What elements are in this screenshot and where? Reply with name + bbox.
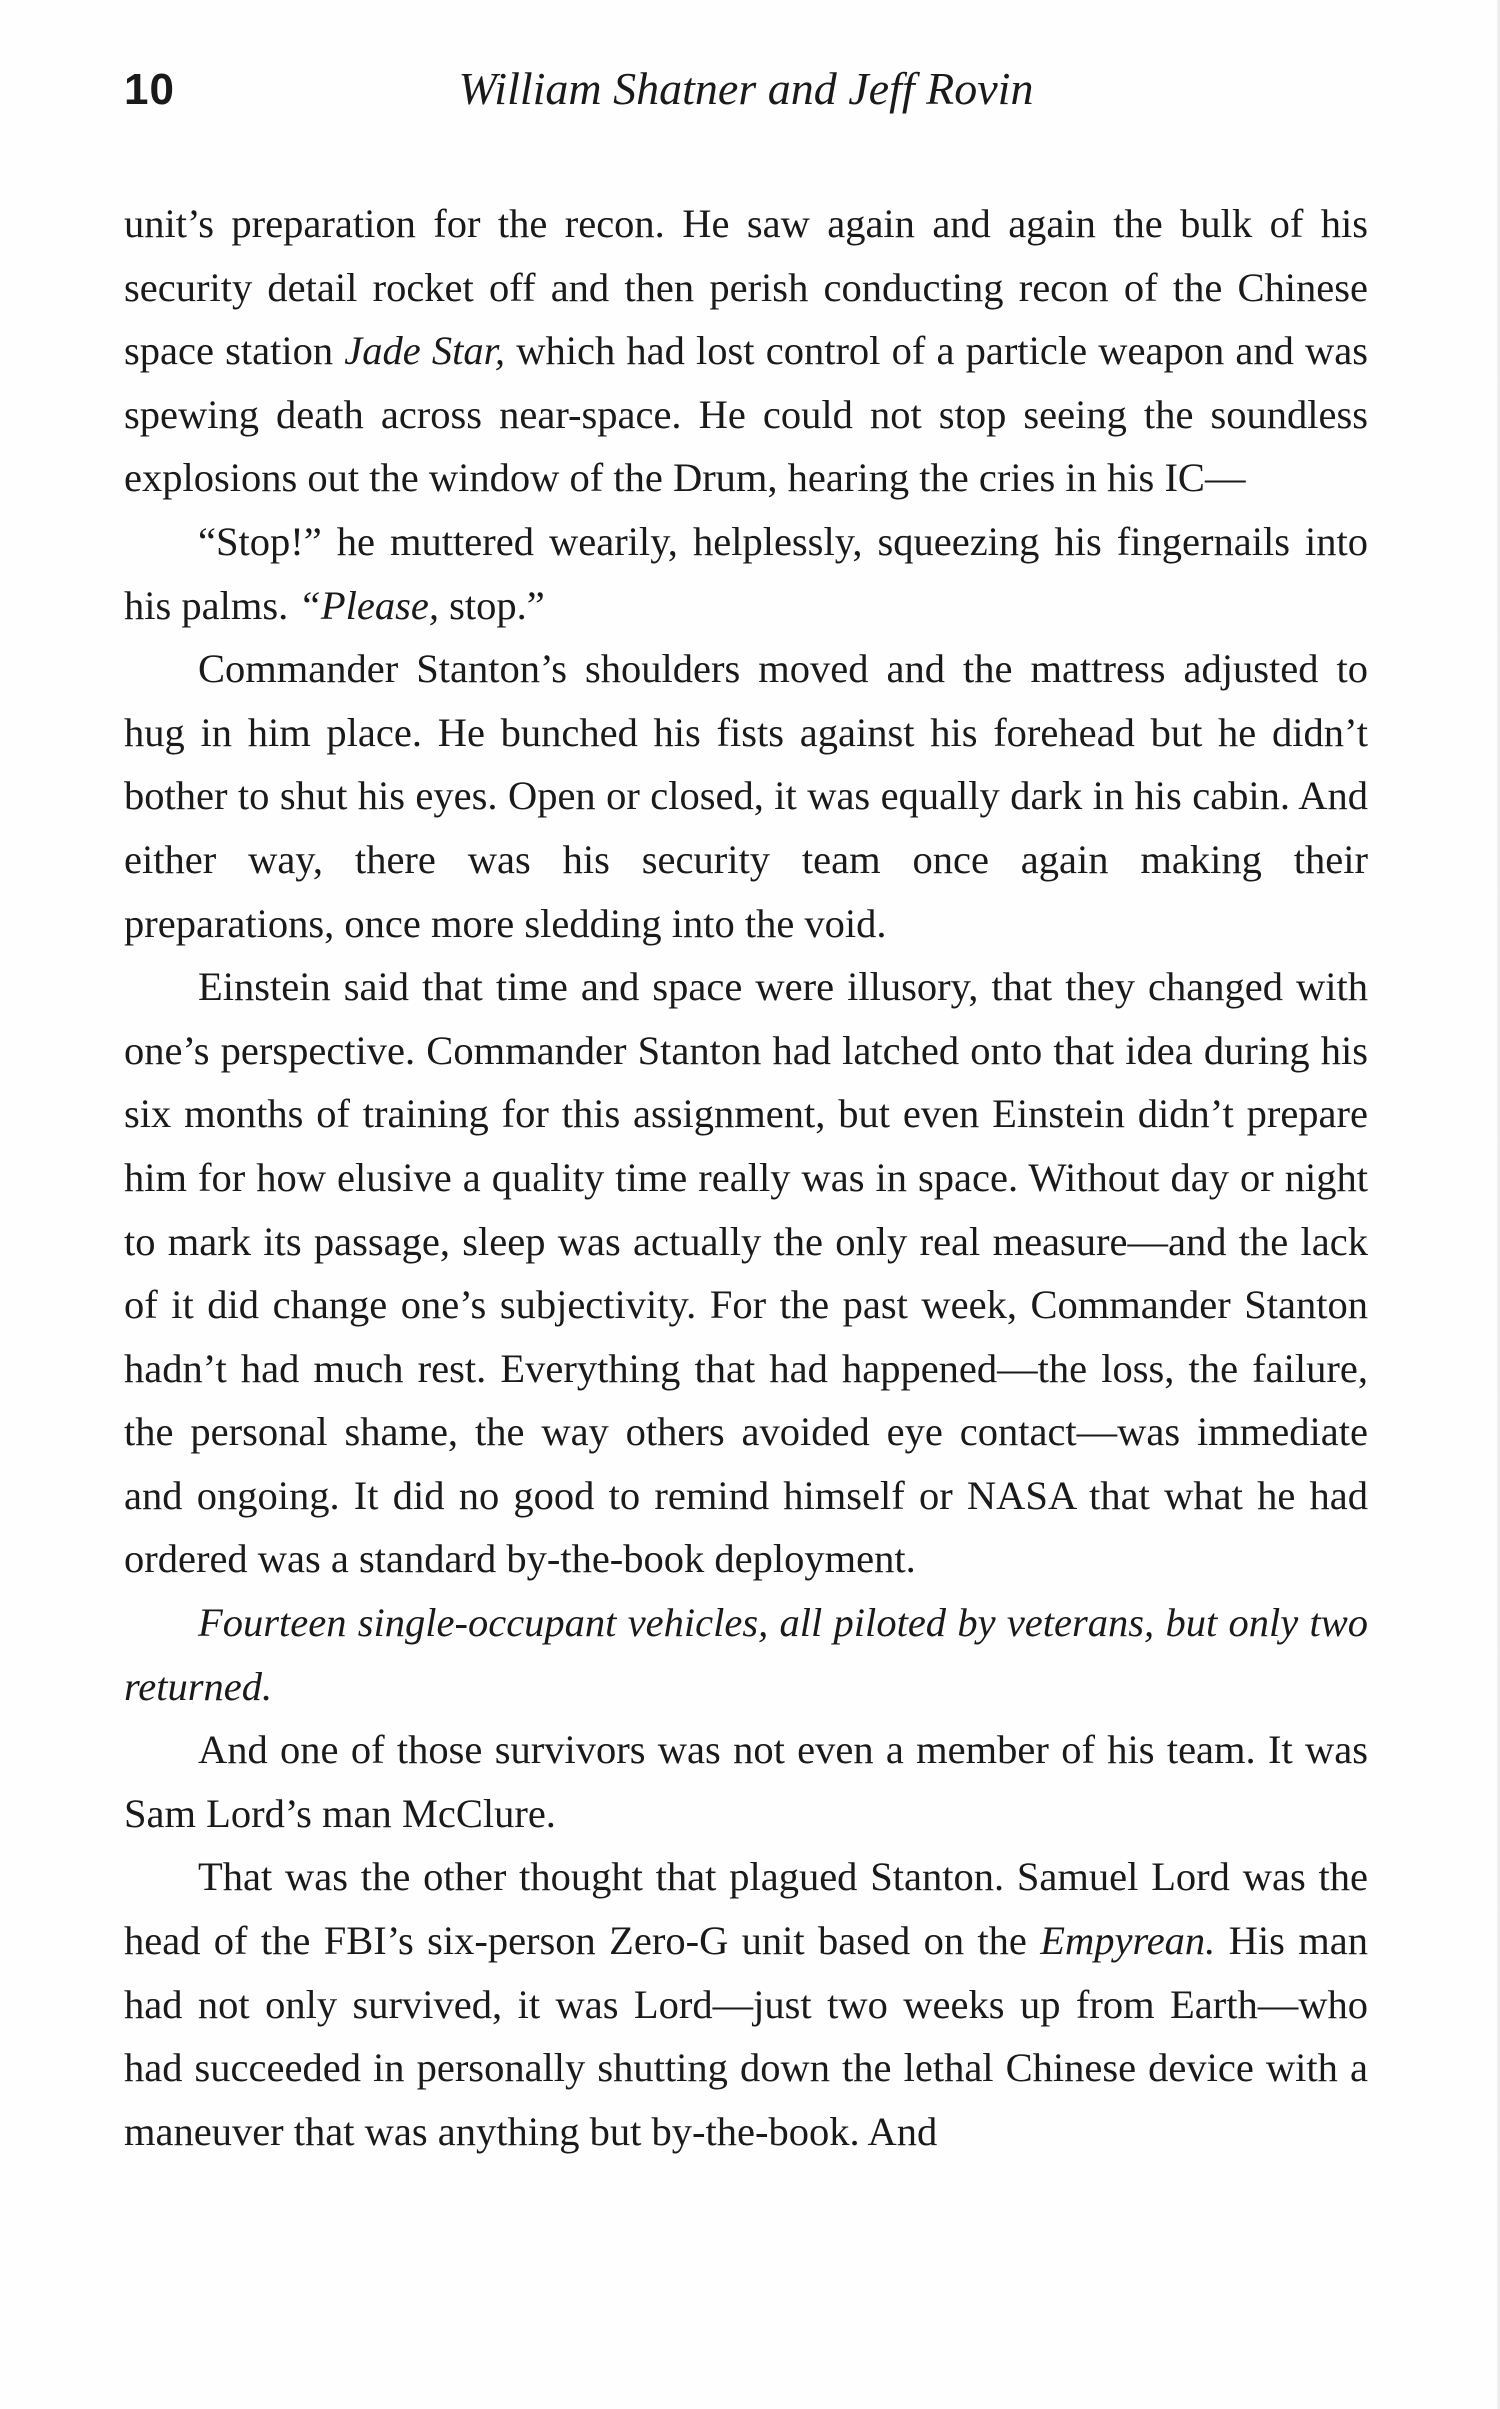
- italic-text: “Please,: [298, 582, 439, 628]
- text-segment: which had lost control of a particle weapon and was spewing death across near-space. He could not stop seeing the soundless explosions out the window of the Drum, hearing the cries in his IC—: [124, 328, 1368, 501]
- paragraph: [124, 1718, 1368, 1845]
- text-segment: And one of those survivors was not even a member of his team. It was Sam Lord’s man McClure.: [124, 1727, 1368, 1836]
- paragraph: [124, 510, 1368, 637]
- italic-text: Empyrean.: [1040, 1918, 1216, 1964]
- text-segment: His man had not only survived, it was Lord—just two weeks up from Earth—who had succeeded in personally shutting down the lethal Chinese device with a maneuver that was anything but by-the-book. And: [124, 1918, 1368, 2154]
- paragraph: [124, 192, 1368, 510]
- text-segment: stop.”: [439, 582, 545, 628]
- page-number: 10: [124, 65, 175, 114]
- text-segment: Commander Stanton’s shoulders moved and the mattress adjusted to hug in him place. He bunched his fists against his forehead but he didn’t bother to shut his eyes. Open or closed, it was equally dark in his cabin. And either way, there was his security team once again making their preparations, once more sledding into the void.: [124, 646, 1368, 946]
- paragraph: [124, 955, 1368, 1591]
- text-segment: That was the other thought that plagued Stanton. Samuel Lord was the head of the FBI’s six-person Zero-G unit based on the: [124, 1854, 1368, 1964]
- page-header: [124, 60, 1368, 140]
- paragraph: [124, 1845, 1368, 2163]
- running-head: William Shatner and Jeff Rovin: [458, 63, 1034, 114]
- text-segment: unit’s preparation for the recon. He saw again and again the bulk of his security detail rocket off and then perish conducting recon of the Chinese space station: [124, 201, 1368, 374]
- italic-text: Fourteen single-occupant vehicles, all piloted by veterans, but only two returned.: [124, 1600, 1368, 1709]
- paragraph: [124, 1591, 1368, 1718]
- paragraph: [124, 637, 1368, 955]
- text-segment: Einstein said that time and space were illusory, that they changed with one’s perspective. Commander Stanton had latched onto that idea during his six months of training for this assignment, but even Einstein didn’t prepare him for how elusive a quality time really was in space. Without day or night to mark its passage, sleep was actually the only real measure—and the lack of it did change one’s subjectivity. For the past week, Commander Stanton hadn’t had much rest. Everything that had happened—the loss, the failure, the personal shame, the way others avoided eye contact—was immediate and ongoing. It did no good to remind himself or NASA that what he had ordered was a standard by-the-book deployment.: [124, 964, 1368, 1582]
- body-text: [124, 192, 1368, 2163]
- italic-text: Jade Star,: [344, 328, 506, 374]
- text-segment: “Stop!” he muttered wearily, helplessly, squeezing his fingernails into his palms.: [124, 518, 1368, 628]
